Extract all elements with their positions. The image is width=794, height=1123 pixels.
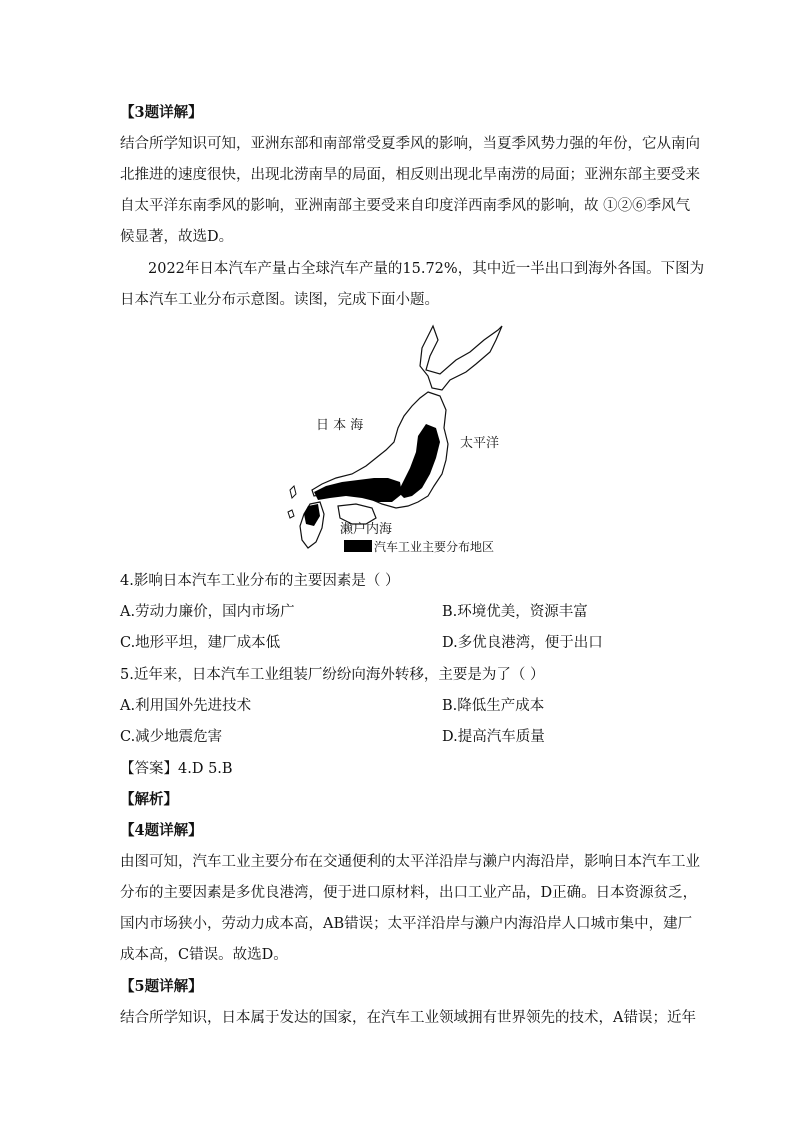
paragraph-line: 结合所学知识，日本属于发达的国家，在汽车工业领域拥有世界领先的技术，A错误；近年 [120, 1010, 696, 1026]
label-sea-of-japan: 日 本 海 [316, 418, 364, 433]
intro-line: 日本汽车工业分布示意图。读图，完成下面小题。 [120, 292, 439, 308]
question-4-stem: 4.影响日本汽车工业分布的主要因素是（ ） [120, 573, 400, 589]
q5-option-d: D.提高汽车质量 [442, 729, 545, 745]
island-outline [288, 510, 294, 518]
label-pacific-ocean: 太平洋 [460, 436, 500, 451]
section-heading-q3: 【3题详解】 [120, 104, 203, 121]
legend-text: 汽车工业主要分布地区 [374, 540, 495, 554]
paragraph-line: 成本高，C错误。故选D。 [120, 947, 288, 963]
paragraph-line: 自太平洋东南季风的影响，亚洲南部主要受来自印度洋西南季风的影响，故 ①②⑥季风气 [120, 198, 691, 214]
answer-line: 【答案】4.D 5.B [120, 761, 233, 777]
q4-option-c: C.地形平坦，建厂成本低 [120, 635, 281, 651]
paragraph-line: 北推进的速度很快，出现北涝南旱的局面，相反则出现北旱南涝的局面；亚洲东部主要受来 [120, 167, 700, 183]
paragraph-line: 候显著，故选D。 [120, 229, 234, 245]
island-outline [290, 486, 296, 498]
intro-line: 2022年日本汽车产量占全球汽车产量的15.72%，其中近一半出口到海外各国。下图为 [148, 261, 705, 277]
q4-option-a: A.劳动力廉价，国内市场广 [120, 604, 295, 620]
question-5-stem: 5.近年来，日本汽车工业组装厂纷纷向海外转移，主要是为了（ ） [120, 667, 545, 683]
q4-option-d: D.多优良港湾，便于出口 [442, 635, 603, 651]
hokkaido-outline [420, 326, 502, 390]
q5-option-b: B.降低生产成本 [442, 698, 545, 714]
legend-swatch [344, 540, 372, 552]
analysis-heading: 【解析】 [120, 791, 178, 808]
label-seto-inland-sea: 濑户内海 [340, 522, 393, 537]
section-heading-q5: 【5题详解】 [120, 978, 203, 995]
q4-option-b: B.环境优美，资源丰富 [442, 604, 588, 620]
japan-auto-industry-map [270, 318, 530, 563]
paragraph-line: 分布的主要因素是多优良港湾，便于进口原材料，出口工业产品，D正确。日本资源贫乏， [120, 885, 698, 901]
q5-option-c: C.减少地震危害 [120, 729, 223, 745]
paragraph-line: 国内市场狭小，劳动力成本高，AB错误；太平洋沿岸与濑户内海沿岸人口城市集中，建厂 [120, 916, 693, 932]
paragraph-line: 由图可知，汽车工业主要分布在交通便利的太平洋沿岸与濑户内海沿岸，影响日本汽车工业 [120, 854, 700, 870]
section-heading-q4: 【4题详解】 [120, 822, 203, 839]
q5-option-a: A.利用国外先进技术 [120, 698, 252, 714]
paragraph-line: 结合所学知识可知，亚洲东部和南部常受夏季风的影响，当夏季风势力强的年份，它从南向 [120, 136, 700, 152]
